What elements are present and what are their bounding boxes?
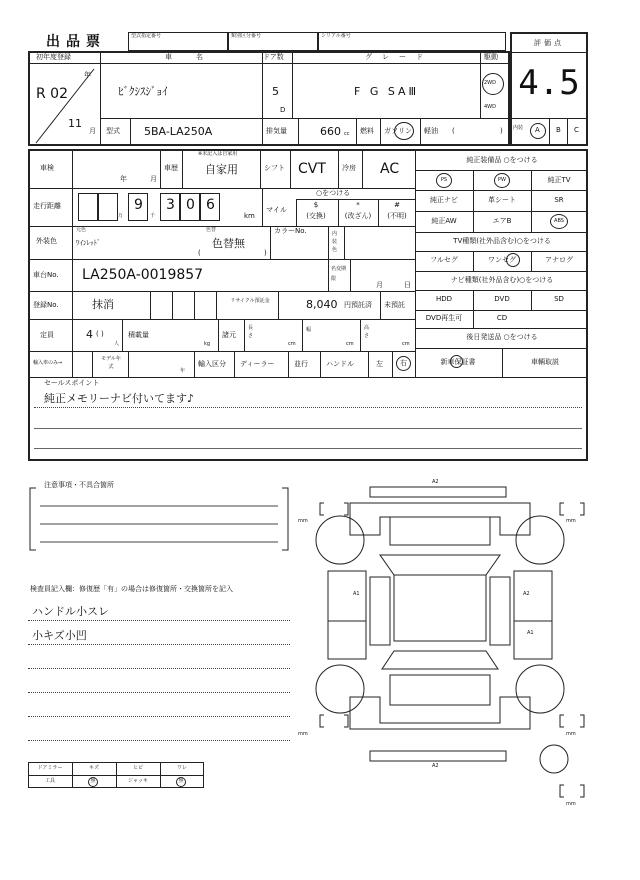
right-label: 右 [400,359,407,367]
dealer-label: ディーラー [240,360,275,368]
front-left-wheel [316,516,364,564]
original-color-label: 元色 [76,227,87,233]
capacity-value: 4 [86,328,93,341]
fuel-label: 燃料 [360,127,374,135]
unknown-mark: # [394,201,400,209]
circle-note: ○をつける [316,189,351,197]
sales-label: セールスポイント [44,379,100,387]
equip-navi: 純正ナビ [430,196,458,204]
rear-right-wheel [516,665,564,713]
ac-value: AC [380,161,400,177]
legend-mirror: ドアミラー [37,765,63,771]
shift-label: シフト [264,164,285,172]
door-label: ドア数 [263,53,284,61]
later-title: 後日発送品 ○をつける [466,333,538,341]
color-paren-close: ) [264,249,267,257]
damage-a1-right: A1 [527,630,534,636]
bracket-fr-left [560,503,564,515]
interior-b: B [556,126,561,134]
equip-airbag: エアB [492,217,512,225]
model-label: 型式 [106,127,120,135]
tamper-label: (改ざん) [344,212,372,220]
roof [394,575,486,641]
import-label: 輸入車のみ⇒ [33,360,63,366]
mile-label: マイル [266,206,287,214]
legend-crack: ヒビ [132,765,144,771]
load-label: 積載量 [128,331,149,339]
mileage-sen-unit: 千 [150,213,156,219]
original-color: ﾜｲﾝﾚｯﾄﾞ [76,239,101,247]
bracket-rr-right [580,715,584,727]
mileage-digit-4: 6 [206,197,215,213]
drive-2wd: 2WD [484,80,496,86]
mm-rr: mm [566,731,576,737]
notes-label: 注意事項・不具合箇所 [44,481,114,489]
model-year-label: モデル年式 [101,356,121,370]
interior-label: 内装 [513,125,524,131]
inspection-label: 車検 [40,164,54,172]
mileage-digit-2: 3 [166,197,175,213]
bracket-fl-right [344,503,348,515]
left-label: 左 [376,360,383,368]
navi-title: ナビ種類(社外品含む)○をつける [450,276,554,284]
bracket-rl-right [344,715,348,727]
tv-analog: アナログ [545,256,573,264]
history-note: ※未記入は自家用 [198,151,238,157]
navi-dvd: DVD [494,295,510,303]
mileage-man-unit: 万 [118,213,124,219]
capacity-label: 定員 [40,331,54,339]
type-no-label: 型式指定番号 [131,33,162,39]
recycle-status: 円預託済 [344,301,372,309]
damage-a1-left: A1 [353,591,360,597]
legend-break: ワレ [176,765,188,771]
first-reg-month-unit: 月 [89,127,96,135]
equip-leather: 革シート [488,196,516,204]
class-no-label: 類別区分番号 [231,33,262,39]
mileage-digit-3: 0 [186,197,195,213]
door-count: 5 [272,85,279,98]
legend-jack: ジャッキ [128,778,148,784]
kg-unit: kg [204,341,211,347]
length-label: 長さ [248,325,254,339]
grade-label: グレード [365,53,433,61]
front-bumper [370,487,506,497]
history-value: 自家用 [205,163,238,176]
bracket-spare-left [560,785,564,797]
bracket-rl-left [320,715,324,727]
chassis-label: 車台No. [33,271,59,279]
windshield [380,555,500,575]
mm-fr: mm [566,518,576,524]
equip-pw: PW [498,177,506,183]
first-reg-label: 初年度登録 [36,53,71,61]
equip-title: 純正装備品 ○をつける [466,156,538,164]
name-change-month-unit: 月 [376,281,383,289]
interior-a: A [535,126,540,134]
name-label: 車名 [165,53,227,61]
light-oil-paren-open: ( [452,127,455,135]
shift-value: CVT [298,161,326,177]
equip-abs: ABS [554,218,564,224]
inspection-month-unit: 月 [150,175,157,183]
serial-no-label: シリアル番号 [321,33,351,39]
grade-value: F G SAⅢ [354,85,420,98]
first-reg-month: 11 [68,117,82,130]
left-front-door [328,571,366,621]
notes-bracket [26,486,292,552]
displacement-value: 660 [320,125,341,138]
rear-outline [350,697,530,729]
equip-sr: SR [554,196,564,204]
form-title: 出品票 [46,34,106,50]
width-label: 幅 [306,327,312,333]
history-label: 車歴 [164,164,178,172]
mm-fl: mm [298,518,308,524]
width-cm-unit: cm [346,341,354,347]
model-year-unit: 年 [180,368,186,374]
damage-a2-right: A2 [523,591,530,597]
interior-color-label: 内装色 [332,231,338,253]
drive-label: 駆動 [484,53,498,61]
not-deposited: 未預託 [384,301,405,309]
right-front-door [514,571,552,621]
inspector-label: 検査員記入欄：修復歴「有」の場合は修復箇所・交換箇所を記入 [30,585,233,593]
dimension-label: 諸元 [222,331,236,339]
recycle-value: 8,040 [306,298,338,311]
reg-label: 登録No. [33,301,59,309]
displacement-label: 排気量 [266,127,287,135]
mileage-digit-1: 9 [134,197,143,213]
ac-label: 冷房 [342,164,356,172]
bracket-spare-right [580,785,584,797]
left-rear-door [328,621,366,659]
mileage-label: 走行距離 [33,202,61,210]
light-oil-label: 軽油 [424,127,438,135]
exterior-label: 外装色 [36,237,57,245]
chassis-value: LA250A-0019857 [82,267,204,283]
color-code-label: カラーNo. [274,227,307,235]
tv-oneseg-circle [506,253,520,267]
legend-tool-mark: 無 [90,778,96,784]
tamper-mark: * [356,201,360,209]
parallel-label: 並行 [294,360,308,368]
spare-tire [540,745,568,773]
drive-4wd: 4WD [484,104,496,110]
recycle-label: リサイクル預託金 [230,298,270,304]
damage-a2-top: A2 [432,479,439,485]
inspector-line2: 小キズ小凹 [32,629,87,642]
legend-scratch: キズ [89,765,99,771]
navi-sd: SD [554,295,564,303]
score-label: 評価点 [534,39,564,47]
rear-window [382,651,498,669]
mileage-km-unit: km [244,212,255,220]
mm-spare: mm [566,801,576,807]
tv-fullseg: フルセグ [430,256,458,264]
tv-title: TV種類(社外品含む)○をつける [453,237,551,245]
right-pillar [490,577,510,645]
capacity-paren: ( ) [96,330,104,338]
equip-aw: 純正AW [431,217,457,225]
legend-tool: 工具 [44,778,56,784]
model-value: 5BA-LA250A [144,125,213,138]
equip-tv: 純正TV [547,176,571,184]
right-rear-door [514,621,552,659]
light-oil-paren-close: ) [500,127,503,135]
fuel-value: ガソリン [384,127,412,135]
mileage-digit-box-2 [98,193,118,221]
navi-cd: CD [496,314,508,322]
navi-hdd: HDD [435,295,453,303]
reg-value: 抹消 [92,298,114,311]
first-reg-year-unit: 年 [84,71,91,79]
damage-a2-bottom: A2 [432,763,439,769]
name-change-day-unit: 日 [404,281,411,289]
front-outline [350,503,530,535]
color-change: 色替無 [212,237,245,250]
later-warranty-circle [450,355,463,368]
first-reg-era-year: R 02 [36,86,68,102]
rear-bumper [370,751,506,761]
exchange-label: (交換) [306,212,326,220]
color-paren-open: ( [198,249,201,257]
fuel-gasoline-circle [394,122,414,140]
name-change-label: 名変期限 [331,266,347,282]
unknown-label: (不明) [387,212,407,220]
car-name: ﾋﾞｸｼｽｼﾞｮｲ [118,85,168,98]
inspection-year-unit: 年 [120,175,127,183]
bracket-fl-left [320,503,324,515]
car-diagram [290,475,590,815]
tv-oneseg: ワンセグ [488,256,516,264]
rear-left-wheel [316,665,364,713]
legend-jack-mark: 無 [178,778,184,784]
door-type: D [280,106,286,114]
handle-label: ハンドル [326,360,354,368]
sales-text: 純正メモリーナビ付いてます♪ [44,392,195,405]
length-cm-unit: cm [288,341,296,347]
height-cm-unit: cm [402,341,410,347]
import-class-label: 輸入区分 [198,360,226,368]
navi-dvd-play: DVD再生可 [425,314,463,322]
color-no-label: 色替 [206,227,217,233]
displacement-unit: cc [344,131,350,137]
bracket-fr-right [580,503,584,515]
front-right-wheel [516,516,564,564]
height-label: 高さ [364,325,370,339]
mm-rl: mm [298,731,308,737]
score-value: 4.5 [518,63,580,103]
mileage-digit-box-1 [78,193,98,221]
later-manual: 車輌取説 [531,358,559,366]
exchange-mark: $ [313,201,319,209]
equip-ps: PS [440,177,448,183]
inspector-line1: ハンドル小スレ [32,605,109,618]
left-pillar [370,577,390,645]
bracket-rr-left [560,715,564,727]
later-warranty: 新車保証書 [440,358,476,366]
trunk [390,675,490,705]
hood [390,517,490,545]
person-unit: 人 [114,341,120,347]
interior-c: C [574,126,579,134]
